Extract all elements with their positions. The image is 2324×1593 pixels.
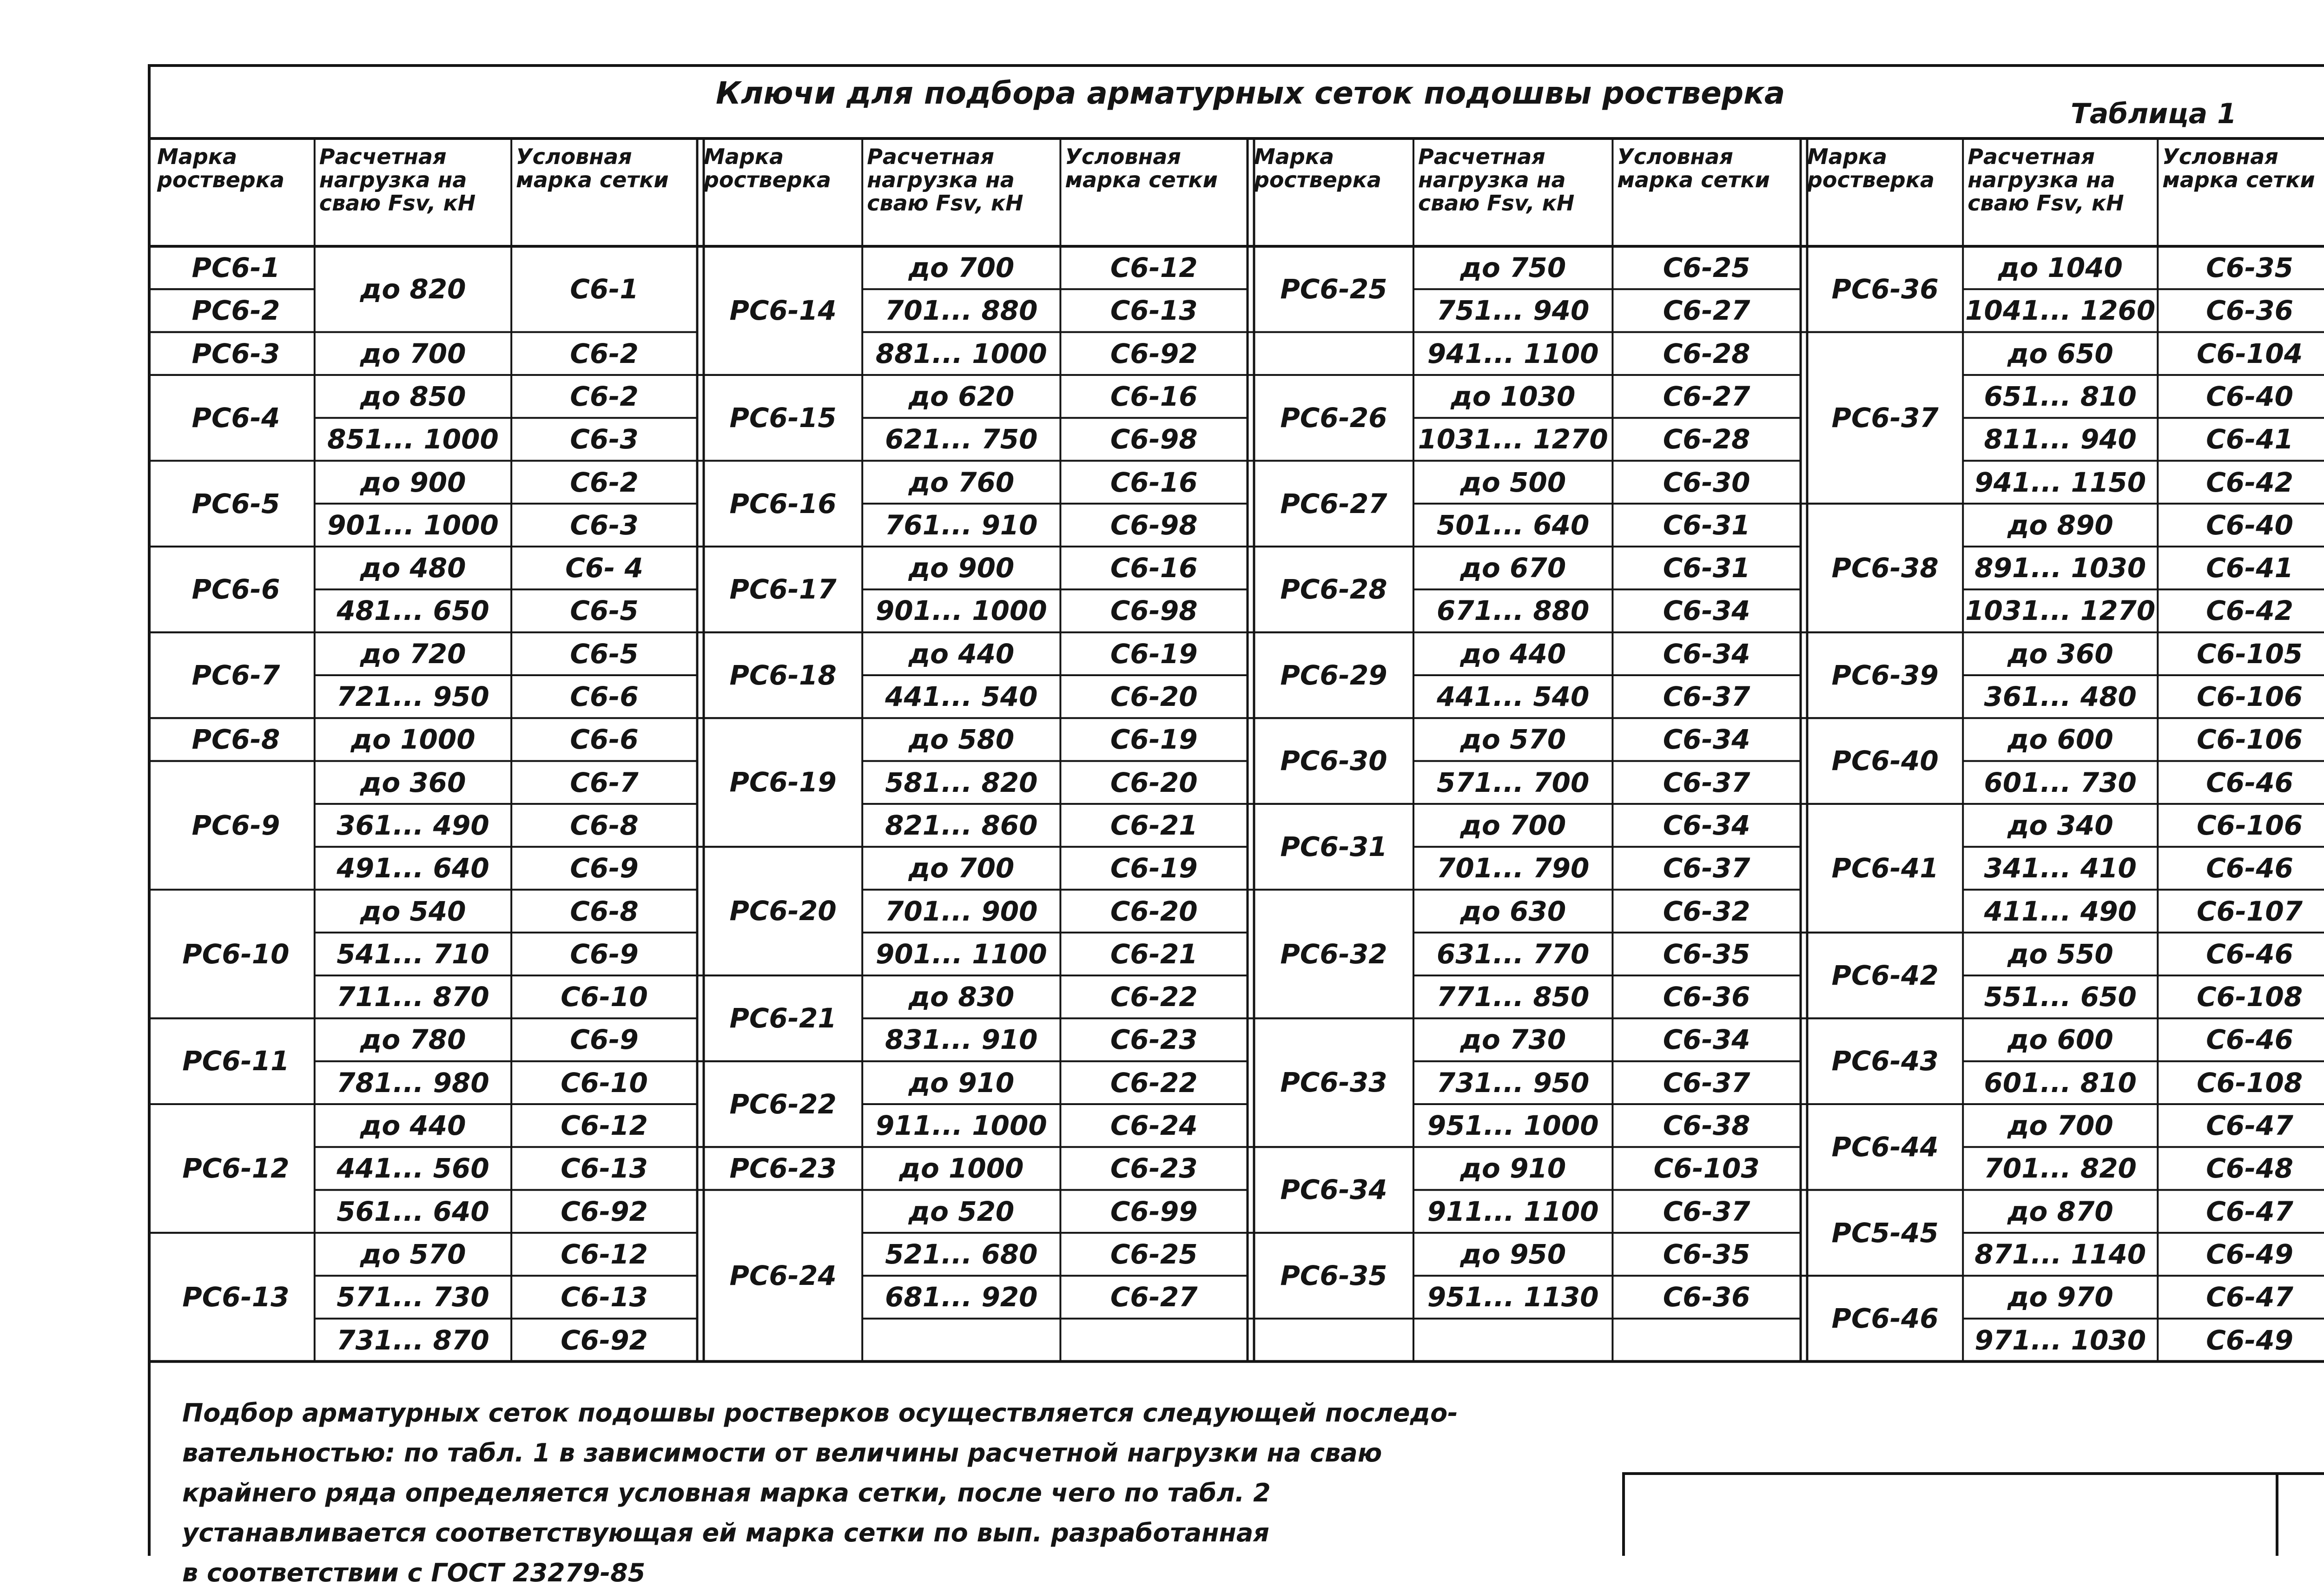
load-cell: 541... 710: [337, 938, 489, 970]
mesh-cell: С6-47: [2206, 1281, 2293, 1313]
mark-cell: РС6-44: [1831, 1131, 1939, 1163]
mesh-cell: С6-27: [1663, 380, 1750, 412]
mesh-cell: С6-106: [2197, 681, 2303, 712]
load-cell: 971... 1030: [1974, 1324, 2146, 1356]
load-cell: до 340: [2007, 809, 2113, 841]
load-cell: до 970: [2007, 1281, 2113, 1313]
load-cell: до 760: [908, 466, 1015, 498]
mesh-cell: С6-40: [2206, 380, 2293, 412]
load-cell: до 720: [360, 638, 466, 670]
load-cell: до 830: [908, 981, 1015, 1013]
footnote-line: Подбор арматурных сеток подошвы ростверков осуществляется следующей последо-: [182, 1398, 1458, 1428]
footnote-line: устанавливается соответствующая ей марка сетки по вып. разработанная: [182, 1518, 1269, 1547]
mark-cell: РС6-15: [729, 402, 837, 434]
mark-cell: РС6-19: [729, 766, 837, 798]
mesh-cell: С6-3: [570, 509, 639, 541]
mesh-cell: С6-34: [1663, 724, 1750, 756]
load-cell: 881... 1000: [875, 337, 1047, 369]
mark-cell: РС6-13: [182, 1281, 290, 1313]
mesh-cell: С6-41: [2206, 552, 2293, 584]
mesh-cell: С6-34: [1663, 809, 1750, 841]
load-cell: до 630: [1460, 895, 1566, 927]
mesh-cell: С6-42: [2206, 595, 2293, 627]
load-cell: 491... 640: [337, 852, 489, 884]
mesh-cell: С6-34: [1663, 638, 1750, 670]
load-cell: до 1040: [1998, 252, 2123, 283]
title-block: [1622, 1472, 2324, 1556]
load-cell: до 700: [1460, 809, 1566, 841]
mark-cell: РС6-8: [191, 724, 280, 756]
load-cell: 631... 770: [1436, 938, 1590, 970]
load-cell: 731... 950: [1436, 1066, 1590, 1099]
mesh-cell: С6-10: [561, 1066, 648, 1099]
mesh-cell: С6-105: [2197, 638, 2303, 670]
mesh-cell: С6-36: [2206, 295, 2293, 327]
load-cell: до 440: [360, 1110, 466, 1141]
mesh-cell: С6-31: [1663, 509, 1750, 541]
mesh-cell: С6-34: [1663, 1024, 1750, 1056]
mark-cell: РС6-42: [1831, 959, 1939, 991]
load-cell: 901... 1000: [327, 509, 499, 541]
load-cell: до 670: [1460, 552, 1566, 584]
load-cell: до 700: [908, 252, 1015, 283]
mesh-cell: С6-46: [2206, 1024, 2293, 1056]
header-mesh: Условная марка сетки: [516, 144, 669, 192]
mesh-cell: С6-37: [1663, 681, 1750, 712]
load-cell: 951... 1000: [1427, 1110, 1599, 1141]
mesh-cell: С6-1: [570, 273, 639, 305]
load-cell: 911... 1000: [875, 1110, 1047, 1141]
mesh-cell: С6-49: [2206, 1324, 2293, 1356]
mark-cell: РС6-25: [1280, 273, 1387, 305]
mesh-cell: С6-21: [1110, 809, 1198, 841]
mesh-cell: С6-22: [1110, 1066, 1198, 1099]
load-cell: до 820: [360, 273, 466, 305]
load-cell: до 780: [360, 1024, 466, 1056]
mesh-cell: С6-108: [2197, 981, 2303, 1013]
load-cell: до 480: [360, 552, 466, 584]
header-mark: Марка ростверка: [704, 144, 831, 192]
mesh-cell: С6-37: [1663, 1066, 1750, 1099]
load-cell: 361... 490: [337, 809, 489, 841]
mesh-cell: С6-35: [1663, 938, 1750, 970]
load-cell: до 700: [908, 852, 1015, 884]
load-cell: до 870: [2007, 1195, 2113, 1227]
mesh-cell: С6-36: [1663, 1281, 1750, 1313]
mesh-cell: С6-12: [561, 1238, 648, 1270]
mesh-cell: С6-98: [1110, 595, 1198, 627]
mesh-cell: С6-8: [570, 809, 639, 841]
mesh-cell: С6-12: [1110, 252, 1198, 283]
load-cell: до 650: [2007, 337, 2113, 369]
load-cell: 761... 910: [885, 509, 1038, 541]
mesh-cell: С6-2: [570, 337, 639, 369]
mark-cell: РС6-33: [1280, 1066, 1387, 1099]
mark-cell: РС6-26: [1280, 402, 1387, 434]
load-cell: 701... 880: [885, 295, 1038, 327]
mesh-cell: С6-46: [2206, 766, 2293, 798]
load-cell: 1031... 1270: [1965, 595, 2156, 627]
header-load: Расчетная нагрузка на сваю Fsv, кН: [1418, 144, 1575, 216]
header-mark: Марка ростверка: [1807, 144, 1934, 192]
mark-cell: РС6-36: [1831, 273, 1939, 305]
load-cell: до 900: [908, 552, 1015, 584]
title-block-divider: [2276, 1472, 2278, 1556]
load-cell: до 570: [360, 1238, 466, 1270]
mesh-cell: С6-5: [570, 638, 639, 670]
load-cell: 951... 1130: [1427, 1281, 1599, 1313]
header-mesh: Условная марка сетки: [1065, 144, 1218, 192]
load-cell: 771... 850: [1436, 981, 1590, 1013]
mark-cell: РС6-27: [1280, 487, 1387, 520]
mesh-cell: С6-28: [1663, 423, 1750, 455]
mesh-cell: С6-37: [1663, 1195, 1750, 1227]
mark-cell: РС6-39: [1831, 659, 1939, 691]
load-cell: 781... 980: [337, 1066, 489, 1099]
mesh-cell: С6-49: [2206, 1238, 2293, 1270]
load-cell: до 440: [1460, 638, 1566, 670]
mark-cell: РС6-4: [191, 402, 280, 434]
mesh-cell: С6-13: [561, 1152, 648, 1185]
mesh-cell: С6-16: [1110, 466, 1198, 498]
header-load: Расчетная нагрузка на сваю Fsv, кН: [319, 144, 476, 216]
mark-cell: РС6-1: [191, 252, 280, 283]
load-cell: 941... 1100: [1427, 337, 1599, 369]
mark-cell: РС6-24: [729, 1259, 837, 1291]
mark-cell: РС6-18: [729, 659, 837, 691]
mark-cell: РС6-43: [1831, 1045, 1939, 1077]
mesh-cell: С6-27: [1663, 295, 1750, 327]
load-cell: 551... 650: [1984, 981, 2137, 1013]
mesh-cell: С6-7: [570, 766, 639, 798]
table-title: Ключи для подбора арматурных сеток подошвы ростверка: [716, 75, 1785, 111]
mesh-cell: С6-47: [2206, 1110, 2293, 1141]
mesh-cell: С6-2: [570, 380, 639, 412]
mesh-cell: С6-28: [1663, 337, 1750, 369]
mark-cell: РС6-10: [182, 938, 290, 970]
mesh-cell: С6-19: [1110, 724, 1198, 756]
load-cell: до 440: [908, 638, 1015, 670]
mark-cell: РС6-28: [1280, 573, 1387, 606]
load-cell: до 1000: [350, 724, 475, 756]
mesh-cell: С6-37: [1663, 766, 1750, 798]
mesh-cell: С6-6: [570, 681, 639, 712]
mesh-cell: С6-46: [2206, 938, 2293, 970]
load-cell: до 580: [908, 724, 1015, 756]
load-cell: до 890: [2007, 509, 2113, 541]
mesh-cell: С6-107: [2197, 895, 2303, 927]
load-cell: до 730: [1460, 1024, 1566, 1056]
load-cell: 731... 870: [337, 1324, 489, 1356]
mesh-cell: С6-34: [1663, 595, 1750, 627]
load-cell: 441... 540: [1436, 681, 1590, 712]
mark-cell: РС6-20: [729, 895, 837, 927]
load-cell: 411... 490: [1984, 895, 2137, 927]
mesh-cell: С6-98: [1110, 423, 1198, 455]
mesh-cell: С6-37: [1663, 852, 1750, 884]
load-cell: 681... 920: [885, 1281, 1038, 1313]
mesh-cell: С6-92: [561, 1195, 648, 1227]
mesh-cell: С6-20: [1110, 895, 1198, 927]
load-cell: 671... 880: [1436, 595, 1590, 627]
header-mark: Марка ростверка: [157, 144, 284, 192]
mark-cell: РС6-29: [1280, 659, 1387, 691]
load-cell: до 570: [1460, 724, 1566, 756]
load-cell: 651... 810: [1984, 380, 2137, 412]
load-cell: 481... 650: [337, 595, 489, 627]
load-cell: 721... 950: [337, 681, 489, 712]
header-mark: Марка ростверка: [1254, 144, 1381, 192]
load-cell: до 360: [2007, 638, 2113, 670]
mark-cell: РС6-40: [1831, 745, 1939, 777]
load-cell: 701... 820: [1984, 1152, 2137, 1185]
mesh-cell: С6-9: [570, 852, 639, 884]
load-cell: 1041... 1260: [1965, 295, 2156, 327]
mesh-cell: С6-19: [1110, 852, 1198, 884]
load-cell: 561... 640: [337, 1195, 489, 1227]
mesh-cell: С6- 4: [565, 552, 643, 584]
mesh-cell: С6-23: [1110, 1024, 1198, 1056]
header-mesh: Условная марка сетки: [2162, 144, 2315, 192]
load-cell: до 910: [908, 1066, 1015, 1099]
load-cell: 341... 410: [1984, 852, 2137, 884]
load-cell: 1031... 1270: [1418, 423, 1608, 455]
load-cell: 701... 790: [1436, 852, 1590, 884]
load-cell: 361... 480: [1984, 681, 2137, 712]
load-cell: до 520: [908, 1195, 1015, 1227]
mark-cell: РС6-12: [182, 1152, 290, 1184]
mesh-cell: С6-41: [2206, 423, 2293, 455]
mesh-cell: С6-9: [570, 938, 639, 970]
load-cell: до 360: [360, 766, 466, 798]
mark-cell: РС6-11: [182, 1045, 290, 1077]
mesh-cell: С6-5: [570, 595, 639, 627]
load-cell: до 550: [2007, 938, 2113, 970]
header-mesh: Условная марка сетки: [1617, 144, 1770, 192]
mesh-cell: С6-6: [570, 724, 639, 756]
mesh-cell: С6-47: [2206, 1195, 2293, 1227]
load-cell: 751... 940: [1436, 295, 1590, 327]
mark-cell: РС6-9: [191, 809, 280, 841]
mesh-cell: С6-92: [561, 1324, 648, 1356]
load-cell: 851... 1000: [327, 423, 499, 455]
load-cell: 521... 680: [885, 1238, 1038, 1270]
load-cell: 621... 750: [885, 423, 1038, 455]
mesh-cell: С6-108: [2197, 1066, 2303, 1099]
mark-cell: РС6-17: [729, 573, 837, 606]
mesh-cell: С6-36: [1663, 981, 1750, 1013]
mark-cell: РС6-37: [1831, 402, 1939, 434]
load-cell: 911... 1100: [1427, 1195, 1599, 1227]
load-cell: 831... 910: [885, 1024, 1038, 1056]
load-cell: 571... 700: [1436, 766, 1590, 798]
mesh-cell: С6-32: [1663, 895, 1750, 927]
mesh-cell: С6-16: [1110, 552, 1198, 584]
load-cell: до 900: [360, 466, 466, 498]
mesh-cell: С6-23: [1110, 1152, 1198, 1185]
mesh-cell: С6-20: [1110, 766, 1198, 798]
mesh-cell: С6-25: [1110, 1238, 1198, 1270]
load-cell: 901... 1100: [875, 938, 1047, 970]
load-cell: до 910: [1460, 1152, 1566, 1185]
mesh-cell: С6-16: [1110, 380, 1198, 412]
load-cell: 581... 820: [885, 766, 1038, 798]
mesh-cell: С6-40: [2206, 509, 2293, 541]
mark-cell: РС6-23: [729, 1152, 837, 1185]
mesh-cell: С6-20: [1110, 681, 1198, 712]
mesh-cell: С6-2: [570, 466, 639, 498]
mark-cell: РС6-14: [729, 295, 837, 326]
load-cell: до 850: [360, 380, 466, 412]
mesh-cell: С6-9: [570, 1024, 639, 1056]
mesh-cell: С6-92: [1110, 337, 1198, 369]
mark-cell: РС6-6: [191, 573, 280, 606]
load-cell: 941... 1150: [1974, 466, 2146, 498]
mesh-cell: С6-35: [2206, 252, 2293, 283]
mesh-cell: С6-24: [1110, 1110, 1198, 1141]
mesh-cell: С6-19: [1110, 638, 1198, 670]
mesh-cell: С6-106: [2197, 724, 2303, 756]
mesh-cell: С6-46: [2206, 852, 2293, 884]
load-cell: 701... 900: [885, 895, 1038, 927]
mark-cell: РС6-3: [191, 337, 280, 369]
mesh-cell: С6-31: [1663, 552, 1750, 584]
load-cell: 441... 540: [885, 681, 1038, 712]
load-cell: до 600: [2007, 1024, 2113, 1056]
mesh-cell: С6-3: [570, 423, 639, 455]
mark-cell: РС6-22: [729, 1088, 837, 1120]
mark-cell: РС6-16: [729, 487, 837, 520]
load-cell: 601... 730: [1984, 766, 2137, 798]
mesh-cell: С6-13: [561, 1281, 648, 1313]
mesh-cell: С6-42: [2206, 466, 2293, 498]
load-cell: 501... 640: [1436, 509, 1590, 541]
mesh-cell: С6-106: [2197, 809, 2303, 841]
load-cell: 871... 1140: [1974, 1238, 2146, 1270]
mark-cell: РС6-32: [1280, 938, 1387, 970]
mesh-cell: С6-98: [1110, 509, 1198, 541]
header-load: Расчетная нагрузка на сваю Fsv, кН: [867, 144, 1023, 216]
mesh-cell: С6-13: [1110, 295, 1198, 327]
load-cell: до 1000: [899, 1152, 1024, 1185]
mark-cell: РС6-5: [191, 487, 280, 520]
load-cell: до 620: [908, 380, 1015, 412]
mark-cell: РС6-2: [191, 295, 280, 327]
mesh-cell: С6-12: [561, 1110, 648, 1141]
load-cell: до 1030: [1451, 380, 1576, 412]
load-cell: 711... 870: [337, 981, 489, 1013]
mesh-cell: С6-21: [1110, 938, 1198, 970]
mesh-cell: С6-48: [2206, 1152, 2293, 1185]
mesh-cell: С6-103: [1653, 1152, 1760, 1185]
table-number: Таблица 1: [2071, 98, 2237, 130]
mark-cell: РС6-31: [1280, 830, 1387, 862]
mark-cell: РС5-45: [1831, 1217, 1939, 1249]
footnote-line: в соответствии с ГОСТ 23279-85: [182, 1558, 646, 1587]
mark-cell: РС6-35: [1280, 1259, 1387, 1291]
load-cell: до 700: [360, 337, 466, 369]
mesh-cell: С6-10: [561, 981, 648, 1013]
load-cell: до 600: [2007, 724, 2113, 756]
load-cell: до 950: [1460, 1238, 1566, 1270]
mesh-cell: С6-8: [570, 895, 639, 927]
mark-cell: РС6-41: [1831, 852, 1939, 884]
load-cell: 601... 810: [1984, 1066, 2137, 1099]
mesh-cell: С6-104: [2197, 337, 2303, 369]
load-cell: до 500: [1460, 466, 1566, 498]
mark-cell: РС6-30: [1280, 745, 1387, 777]
mark-cell: РС6-7: [191, 659, 280, 691]
header-load: Расчетная нагрузка на сваю Fsv, кН: [1967, 144, 2124, 216]
mesh-cell: С6-30: [1663, 466, 1750, 498]
load-cell: до 540: [360, 895, 466, 927]
load-cell: 571... 730: [337, 1281, 489, 1313]
load-cell: до 700: [2007, 1110, 2113, 1141]
footnote: [182, 1393, 1567, 1593]
mark-cell: РС6-34: [1280, 1174, 1387, 1206]
load-cell: до 750: [1460, 252, 1566, 283]
mesh-cell: С6-99: [1110, 1195, 1198, 1227]
footnote-line: вательностью: по табл. 1 в зависимости от величины расчетной нагрузки на сваю: [182, 1438, 1382, 1468]
load-cell: 811... 940: [1984, 423, 2137, 455]
mesh-cell: С6-25: [1663, 252, 1750, 283]
mesh-cell: С6-35: [1663, 1238, 1750, 1270]
footnote-line: крайнего ряда определяется условная марка сетки, после чего по табл. 2: [182, 1478, 1271, 1507]
mark-cell: РС6-21: [729, 1002, 837, 1034]
mark-cell: РС6-38: [1831, 552, 1939, 584]
mesh-cell: С6-27: [1110, 1281, 1198, 1313]
load-cell: 891... 1030: [1974, 552, 2146, 584]
mesh-cell: С6-22: [1110, 981, 1198, 1013]
mark-cell: РС6-46: [1831, 1303, 1939, 1335]
mesh-cell: С6-38: [1663, 1110, 1750, 1141]
load-cell: 901... 1000: [875, 595, 1047, 627]
load-cell: 821... 860: [885, 809, 1038, 841]
load-cell: 441... 560: [337, 1152, 489, 1185]
